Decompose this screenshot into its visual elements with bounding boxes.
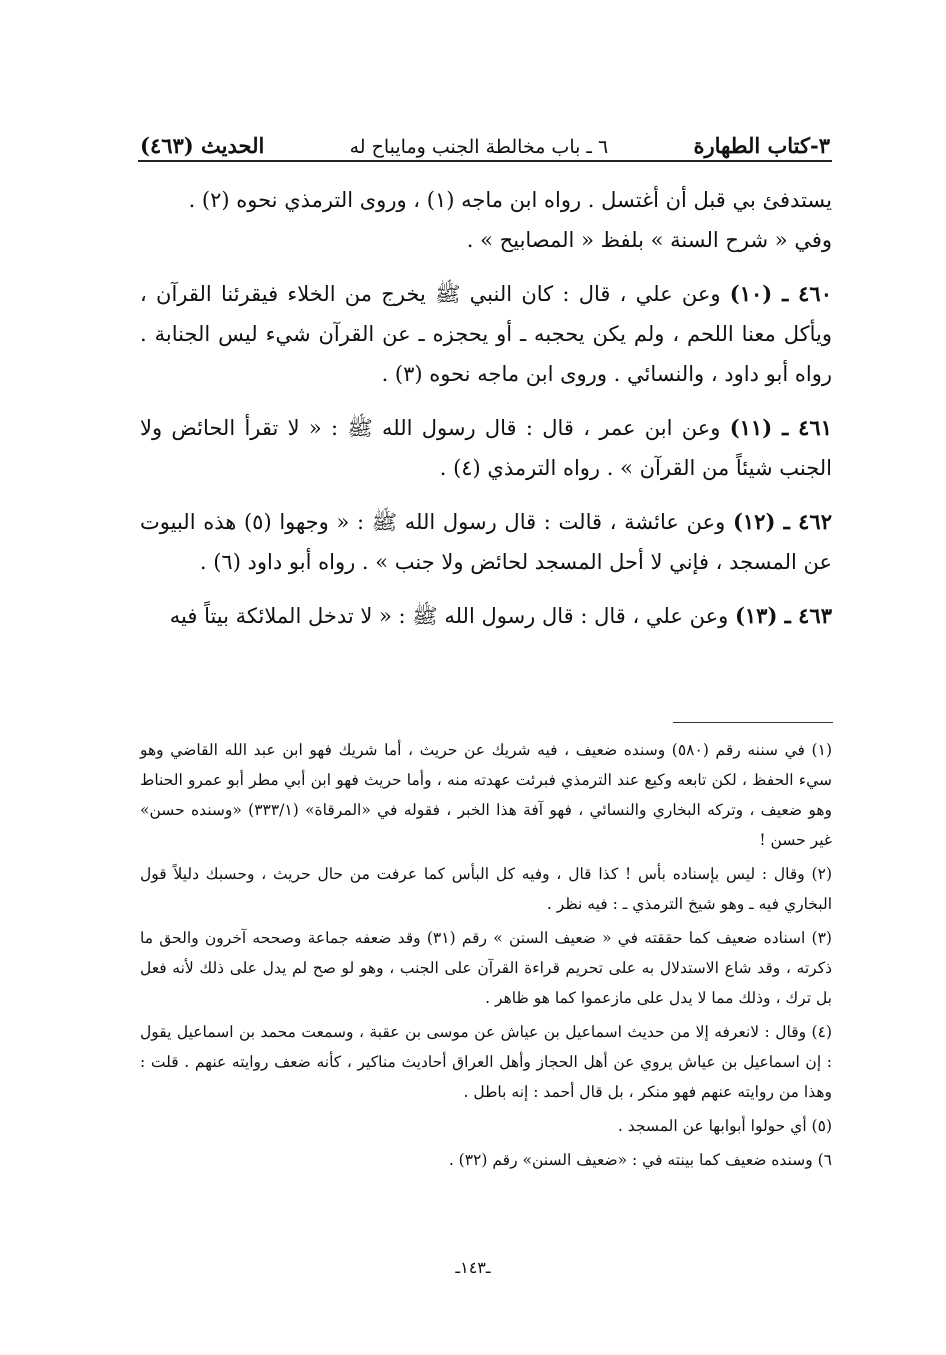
hadith-461: [140, 408, 832, 488]
page-header: [140, 118, 830, 158]
footnote-divider: [673, 722, 833, 723]
intro-line-2: وفي « شرح السنة » بلفظ « المصابيح » .: [466, 228, 832, 252]
footnote-5: (٥) أي حولوا أبوابها عن المسجد .: [617, 1117, 832, 1135]
footnote-1: (١) في سننه رقم (٥٨٠) وسنده ضعيف ، فيه شريك عن حريث ، أما شريك فهو ابن عبد الله القاضي وهو سيء الحفظ ، لكن تابعه وكيع عند الترمذي فبرئت عهدته منه ، وأما حريث فهو ابن أبي مطر أبو عمرو الحناط وهو ضعيف ، وتركه البخاري والنسائي ، فهو آفة هذا الخبر ، فقوله في «المرقاة» (٣٣٣/١) «وسنده حسن» غير حسن !: [140, 741, 832, 849]
hadith-462: [140, 502, 832, 582]
footnote-3: (٣) اسناده ضعيف كما حققته في « ضعيف السنن » رقم (٣١) وقد ضعفه جماعة وصححه آخرون والحق ما ذكرته ، وقد شاع الاستدلال به على تحريم قراءة القرآن على الجنب ، وهو لو صح لم يدل على ذلك لأنه فعل بل ترك ، وذلك مما لا يدل على مازعموا كما هو ظاهر .: [140, 929, 832, 1007]
hadith-range: الحديث (٤٦٣): [140, 133, 265, 158]
hadith-text: وعن علي ، قال : قال رسول الله ﷺ : « لا تدخل الملائكة بيتاً فيه: [169, 604, 729, 628]
hadith-text: وعن عائشة ، قالت : قال رسول الله ﷺ : « وجهوا (٥) هذه البيوت عن المسجد ، فإني لا أحل المسجد لحائض ولا جنب » . رواه أبو داود (٦) .: [140, 510, 832, 574]
hadith-460: [140, 274, 832, 394]
header-rule: [138, 160, 832, 162]
hadith-number: ٤٦٠ ـ (١٠): [729, 281, 832, 306]
hadith-number: ٤٦١ ـ (١١): [729, 415, 832, 440]
footnote-2: (٢) وقال : ليس بإسناده بأس ! كذا قال ، وفيه كل البأس كما عرفت من حال حريث ، وحسبك دليلاً قول البخاري فيه ـ وهو شيخ الترمذي ـ : فيه نظر .: [140, 865, 832, 913]
hadith-text: وعن ابن عمر ، قال : قال رسول الله ﷺ : « لا تقرأ الحائض ولا الجنب شيئاً من القرآن » . رواه الترمذي (٤) .: [140, 416, 832, 480]
hadith-number: ٤٦٢ ـ (١٢): [732, 509, 832, 534]
chapter-title: ٦ ـ باب مخالطة الجنب ومايباح له: [349, 136, 609, 158]
hadith-number: ٤٦٣ ـ (١٣): [734, 603, 832, 628]
footnotes: [140, 735, 832, 1175]
page-number: ـ١٤٣ـ: [455, 1258, 491, 1277]
footnote-4: (٤) وقال : لانعرفه إلا من حديث اسماعيل بن عياش عن موسى بن عقبة ، وسمعت محمد بن اسماعيل يقول : إن اسماعيل بن عياش يروي عن أهل الحجاز وأهل العراق أحاديث مناكير ، كأنه ضعف روايته عنهم . قلت : وهذا من روايته عنهم فهو منكر ، بل قال أحمد : إنه باطل .: [140, 1023, 832, 1101]
main-text: [140, 180, 832, 636]
footnote-6: ٦) وسنده ضعيف كما بينته في : «ضعيف السنن» رقم (٣٢) .: [448, 1151, 832, 1169]
hadith-text: وعن علي ، قال : كان النبي ﷺ يخرج من الخلاء فيقرئنا القرآن ، ويأكل معنا اللحم ، ولم يكن يحجبه ـ أو يحجزه ـ عن القرآن شيء ليس الجنابة . رواه أبو داود ، والنسائي . وروى ابن ماجه نحوه (٣) .: [140, 282, 832, 386]
hadith-463: [140, 596, 832, 636]
intro-line-1: يستدفئ بي قبل أن أغتسل . رواه ابن ماجه (١) ، وروى الترمذي نحوه (٢) .: [188, 188, 832, 212]
book-title: ٣-كتاب الطهارة: [693, 133, 830, 158]
